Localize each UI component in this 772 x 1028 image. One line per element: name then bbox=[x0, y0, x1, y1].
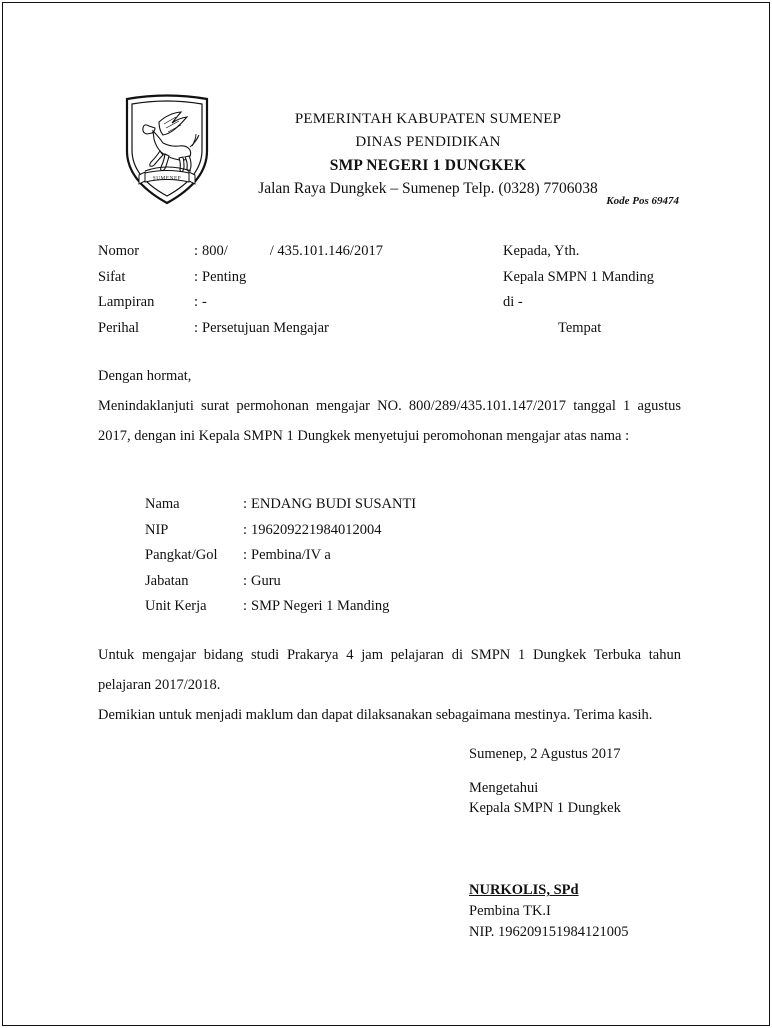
svg-text:SUMENEP: SUMENEP bbox=[152, 175, 182, 182]
meta-row-lampiran bbox=[98, 290, 698, 316]
letterhead bbox=[3, 87, 771, 212]
detail-label-unit-kerja: Unit Kerja bbox=[145, 598, 207, 614]
signature-nip: NIP. 196209151984121005 bbox=[469, 924, 629, 940]
detail-sep-jabatan: : bbox=[243, 572, 248, 589]
letterhead-line-department: DINAS PENDIDIKAN bbox=[355, 134, 501, 150]
meta-value-nomor-suffix: / 435.101.146/2017 bbox=[269, 243, 383, 259]
letter-page bbox=[2, 2, 770, 1026]
letter-meta-block bbox=[98, 239, 698, 341]
meta-sep-perihal: : bbox=[194, 319, 199, 336]
meta-sep-sifat: : bbox=[194, 268, 199, 285]
closing-paragraph-1: Untuk mengajar bidang studi Prakarya 4 jam pelajaran di SMPN 1 Dungkek Terbuka tahun pelajaran 2017/2018. bbox=[98, 647, 681, 693]
signature-rank: Pembina TK.I bbox=[469, 903, 551, 919]
meta-label-sifat: Sifat bbox=[98, 268, 126, 285]
signature-role: Kepala SMPN 1 Dungkek bbox=[469, 800, 621, 816]
letter-closing-block bbox=[98, 640, 681, 730]
detail-label-nip: NIP bbox=[145, 521, 169, 538]
detail-sep-pangkat: : bbox=[243, 547, 248, 563]
recipient-line-3: di - bbox=[503, 294, 523, 310]
salutation: Dengan hormat, bbox=[98, 368, 192, 384]
letterhead-line-government: PEMERINTAH KABUPATEN SUMENEP bbox=[294, 111, 562, 127]
letter-body-intro bbox=[98, 361, 681, 451]
letterhead-line-address: Jalan Raya Dungkek – Sumenep Telp. (0328) 7706038 bbox=[258, 180, 598, 197]
detail-sep-nama: : bbox=[243, 496, 248, 512]
meta-label-nomor: Nomor bbox=[98, 243, 140, 259]
letterhead-line-school: SMP NEGERI 1 DUNGKEK bbox=[329, 157, 527, 174]
detail-row-pangkat bbox=[145, 543, 605, 569]
detail-label-jabatan: Jabatan bbox=[145, 572, 189, 589]
signature-place-date: Sumenep, 2 Agustus 2017 bbox=[469, 746, 621, 762]
meta-row-perihal bbox=[98, 316, 698, 342]
detail-value-pangkat: Pembina/IV a bbox=[251, 547, 331, 563]
postal-code: Kode Pos 69474 bbox=[606, 195, 679, 207]
detail-value-jabatan: Guru bbox=[251, 572, 281, 589]
meta-value-sifat: Penting bbox=[202, 268, 247, 285]
signature-handwriting-space bbox=[469, 818, 759, 880]
detail-value-nama: ENDANG BUDI SUSANTI bbox=[251, 496, 417, 512]
body-paragraph-1: Menindaklanjuti surat permohonan mengajar NO. 800/289/435.101.147/2017 tanggal 1 agustus 2017, dengan ini Kepala SMPN 1 Dungkek menyetujui peromohonan mengajar atas nama : bbox=[98, 398, 681, 444]
signature-knowing: Mengetahui bbox=[469, 780, 539, 796]
meta-row-sifat bbox=[98, 265, 698, 291]
detail-row-jabatan bbox=[145, 569, 605, 595]
signature-gap-1 bbox=[469, 765, 759, 778]
detail-label-pangkat: Pangkat/Gol bbox=[145, 547, 218, 563]
detail-value-unit-kerja: SMP Negeri 1 Manding bbox=[251, 598, 390, 614]
detail-sep-unit-kerja: : bbox=[243, 598, 248, 614]
meta-label-perihal: Perihal bbox=[98, 319, 140, 336]
meta-label-lampiran: Lampiran bbox=[98, 294, 155, 310]
closing-paragraph-2: Demikian untuk menjadi maklum dan dapat dilaksanakan sebagaimana mestinya. Terima kasih. bbox=[98, 707, 653, 723]
meta-value-nomor: 800/ bbox=[202, 243, 228, 259]
meta-sep-nomor: : bbox=[194, 243, 199, 259]
detail-row-nama bbox=[145, 492, 605, 518]
signature-name-wrap bbox=[469, 880, 759, 901]
signature-block bbox=[469, 743, 759, 943]
person-details-block bbox=[145, 492, 605, 620]
meta-row-nomor bbox=[98, 239, 698, 265]
detail-row-unit-kerja bbox=[145, 594, 605, 620]
recipient-line-2: Kepala SMPN 1 Manding bbox=[503, 268, 655, 285]
signature-name: NURKOLIS, SPd bbox=[469, 882, 579, 898]
detail-row-nip bbox=[145, 518, 605, 544]
meta-value-perihal: Persetujuan Mengajar bbox=[202, 319, 329, 336]
recipient-line-4: Tempat bbox=[558, 319, 602, 336]
detail-label-nama: Nama bbox=[145, 496, 180, 512]
letterhead-text bbox=[193, 108, 663, 200]
detail-sep-nip: : bbox=[243, 521, 248, 538]
meta-value-lampiran: - bbox=[202, 294, 207, 310]
meta-sep-lampiran: : bbox=[194, 294, 199, 310]
detail-value-nip: 196209221984012004 bbox=[251, 521, 382, 538]
recipient-line-1: Kepada, Yth. bbox=[503, 243, 580, 259]
